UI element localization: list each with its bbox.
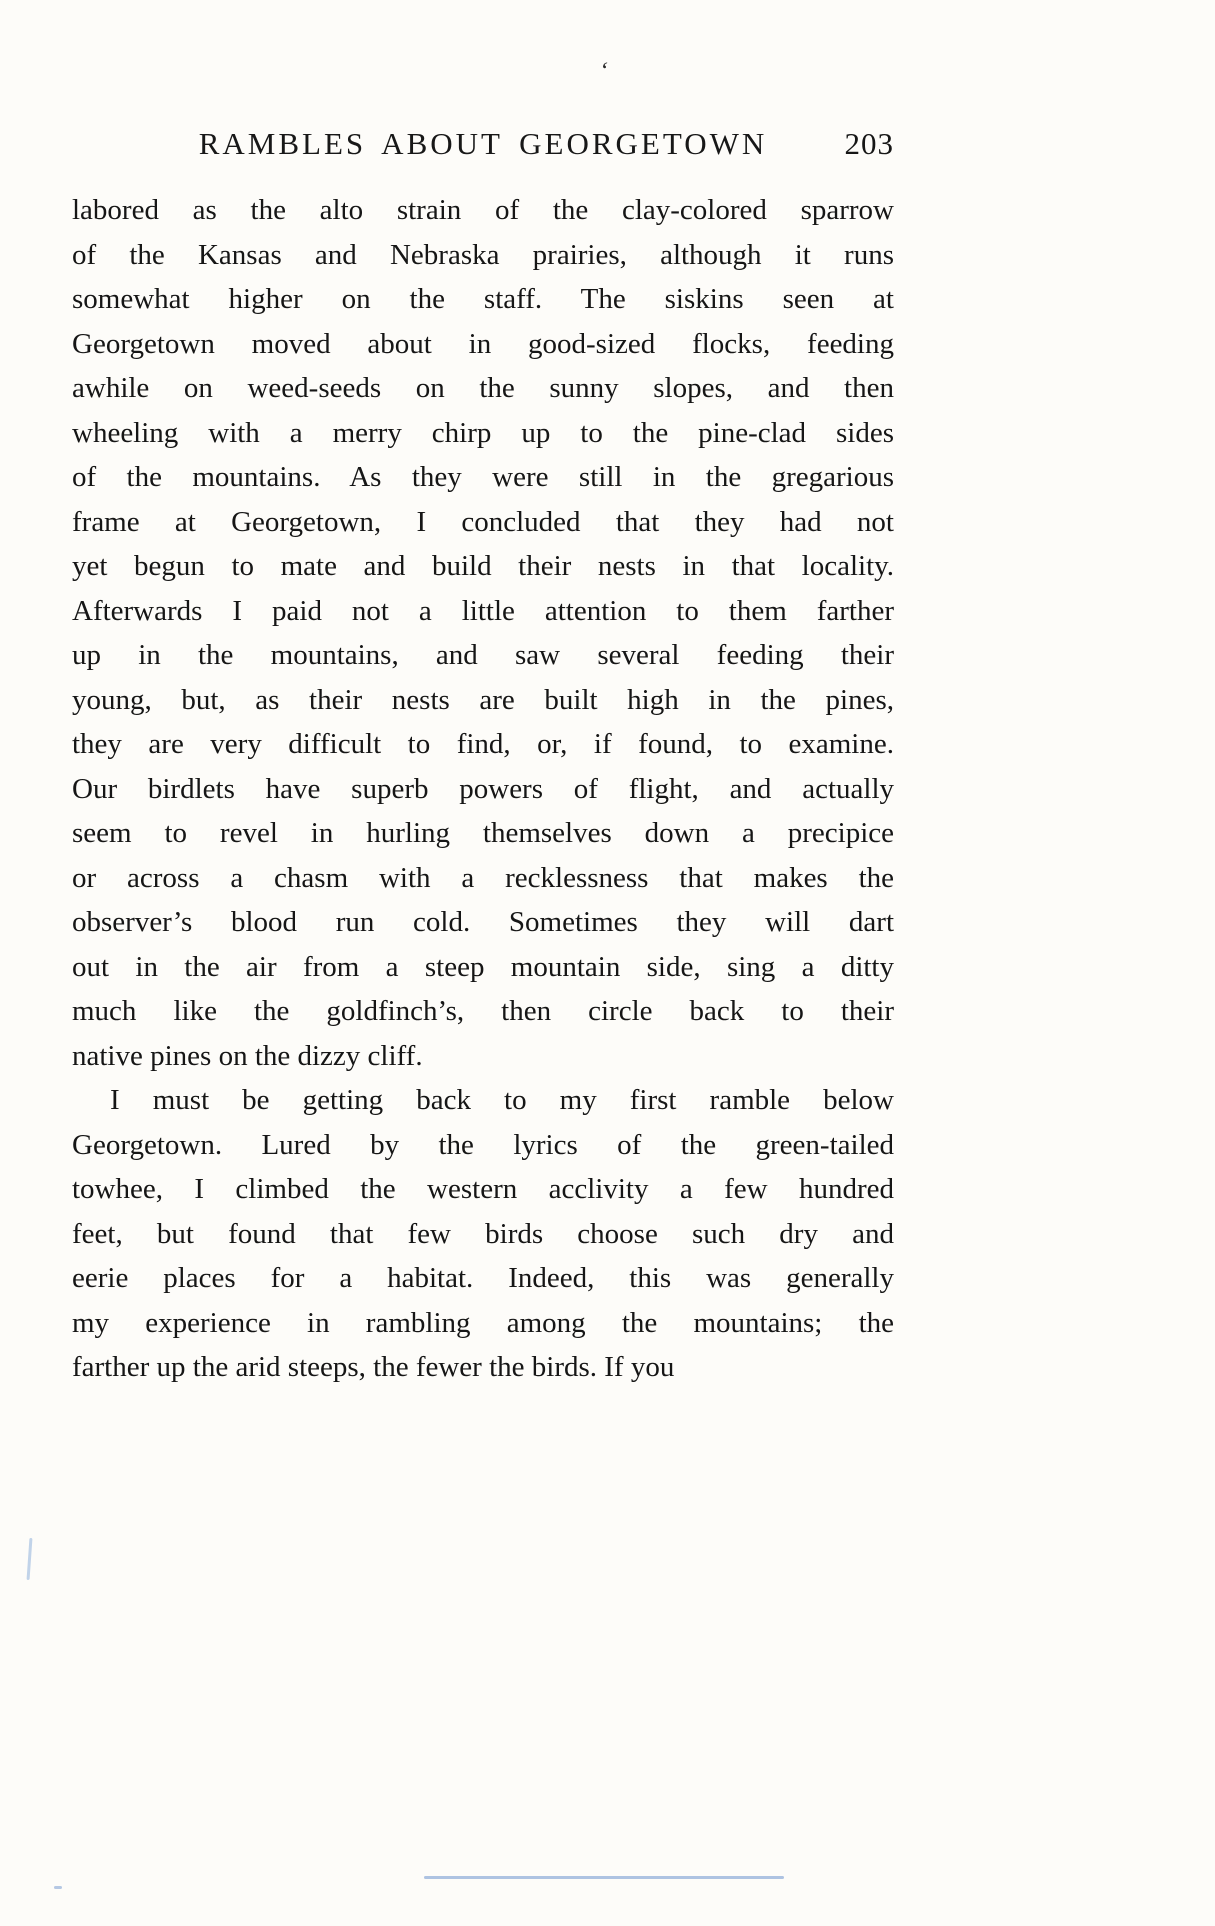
text-line: they are very difficult to find, or, if found, to examine. <box>72 728 894 760</box>
text-line: up in the mountains, and saw several feeding their <box>72 639 894 671</box>
scan-artifact-left-dash <box>27 1538 33 1580</box>
text-line: yet begun to mate and build their nests in that locality. <box>72 550 894 582</box>
text-line: young, but, as their nests are built high in the pines, <box>72 683 894 716</box>
text-line: Afterwards I paid not a little attention to them farther <box>72 594 894 627</box>
text-line: of the Kansas and Nebraska prairies, although it runs <box>72 238 894 271</box>
text-line: labored as the alto strain of the clay-colored sparrow <box>72 194 894 226</box>
text-line: Our birdlets have superb powers of flight, and actually <box>72 772 894 805</box>
text-line: wheeling with a merry chirp up to the pine-clad sides <box>72 416 894 449</box>
text-line: of the mountains. As they were still in the gregarious <box>72 461 894 493</box>
scan-artifact-bottom-line <box>424 1876 784 1879</box>
page-header <box>72 126 894 166</box>
text-line: out in the air from a steep mountain side, sing a ditty <box>72 950 894 983</box>
running-title: RAMBLES ABOUT GEORGETOWN <box>198 126 768 161</box>
text-line: my experience in rambling among the mountains; the <box>72 1306 894 1339</box>
page-number: 203 <box>844 126 894 161</box>
text-line: observer’s blood run cold. Sometimes they will dart <box>72 906 894 938</box>
paragraph <box>72 1078 894 1390</box>
text-line: feet, but found that few birds choose such dry and <box>72 1217 894 1250</box>
text-line: Georgetown. Lured by the lyrics of the green-tailed <box>72 1128 894 1161</box>
text-line: frame at Georgetown, I concluded that they had not <box>72 505 894 538</box>
text-line: or across a chasm with a recklessness that makes the <box>72 861 894 894</box>
text-line: native pines on the dizzy cliff. <box>72 1039 423 1072</box>
paragraph <box>72 188 894 1078</box>
text-line: somewhat higher on the staff. The siskins seen at <box>72 283 894 315</box>
text-line: farther up the arid steeps, the fewer the birds. If you <box>72 1351 675 1383</box>
text-line: seem to revel in hurling themselves down a precipice <box>72 817 894 849</box>
text-line: awhile on weed-seeds on the sunny slopes, and then <box>72 372 894 404</box>
text-line: much like the goldfinch’s, then circle back to their <box>72 995 894 1027</box>
page-body <box>72 188 894 1390</box>
text-line: I must be getting back to my first ramble below <box>110 1084 894 1116</box>
text-line: towhee, I climbed the western acclivity a few hundred <box>72 1173 894 1205</box>
text-line: Georgetown moved about in good-sized flocks, feeding <box>72 327 894 360</box>
scan-artifact-bottom-dot <box>54 1886 62 1889</box>
print-artifact-mark: ʻ <box>598 57 610 85</box>
text-line: eerie places for a habitat. Indeed, this was generally <box>72 1262 894 1294</box>
